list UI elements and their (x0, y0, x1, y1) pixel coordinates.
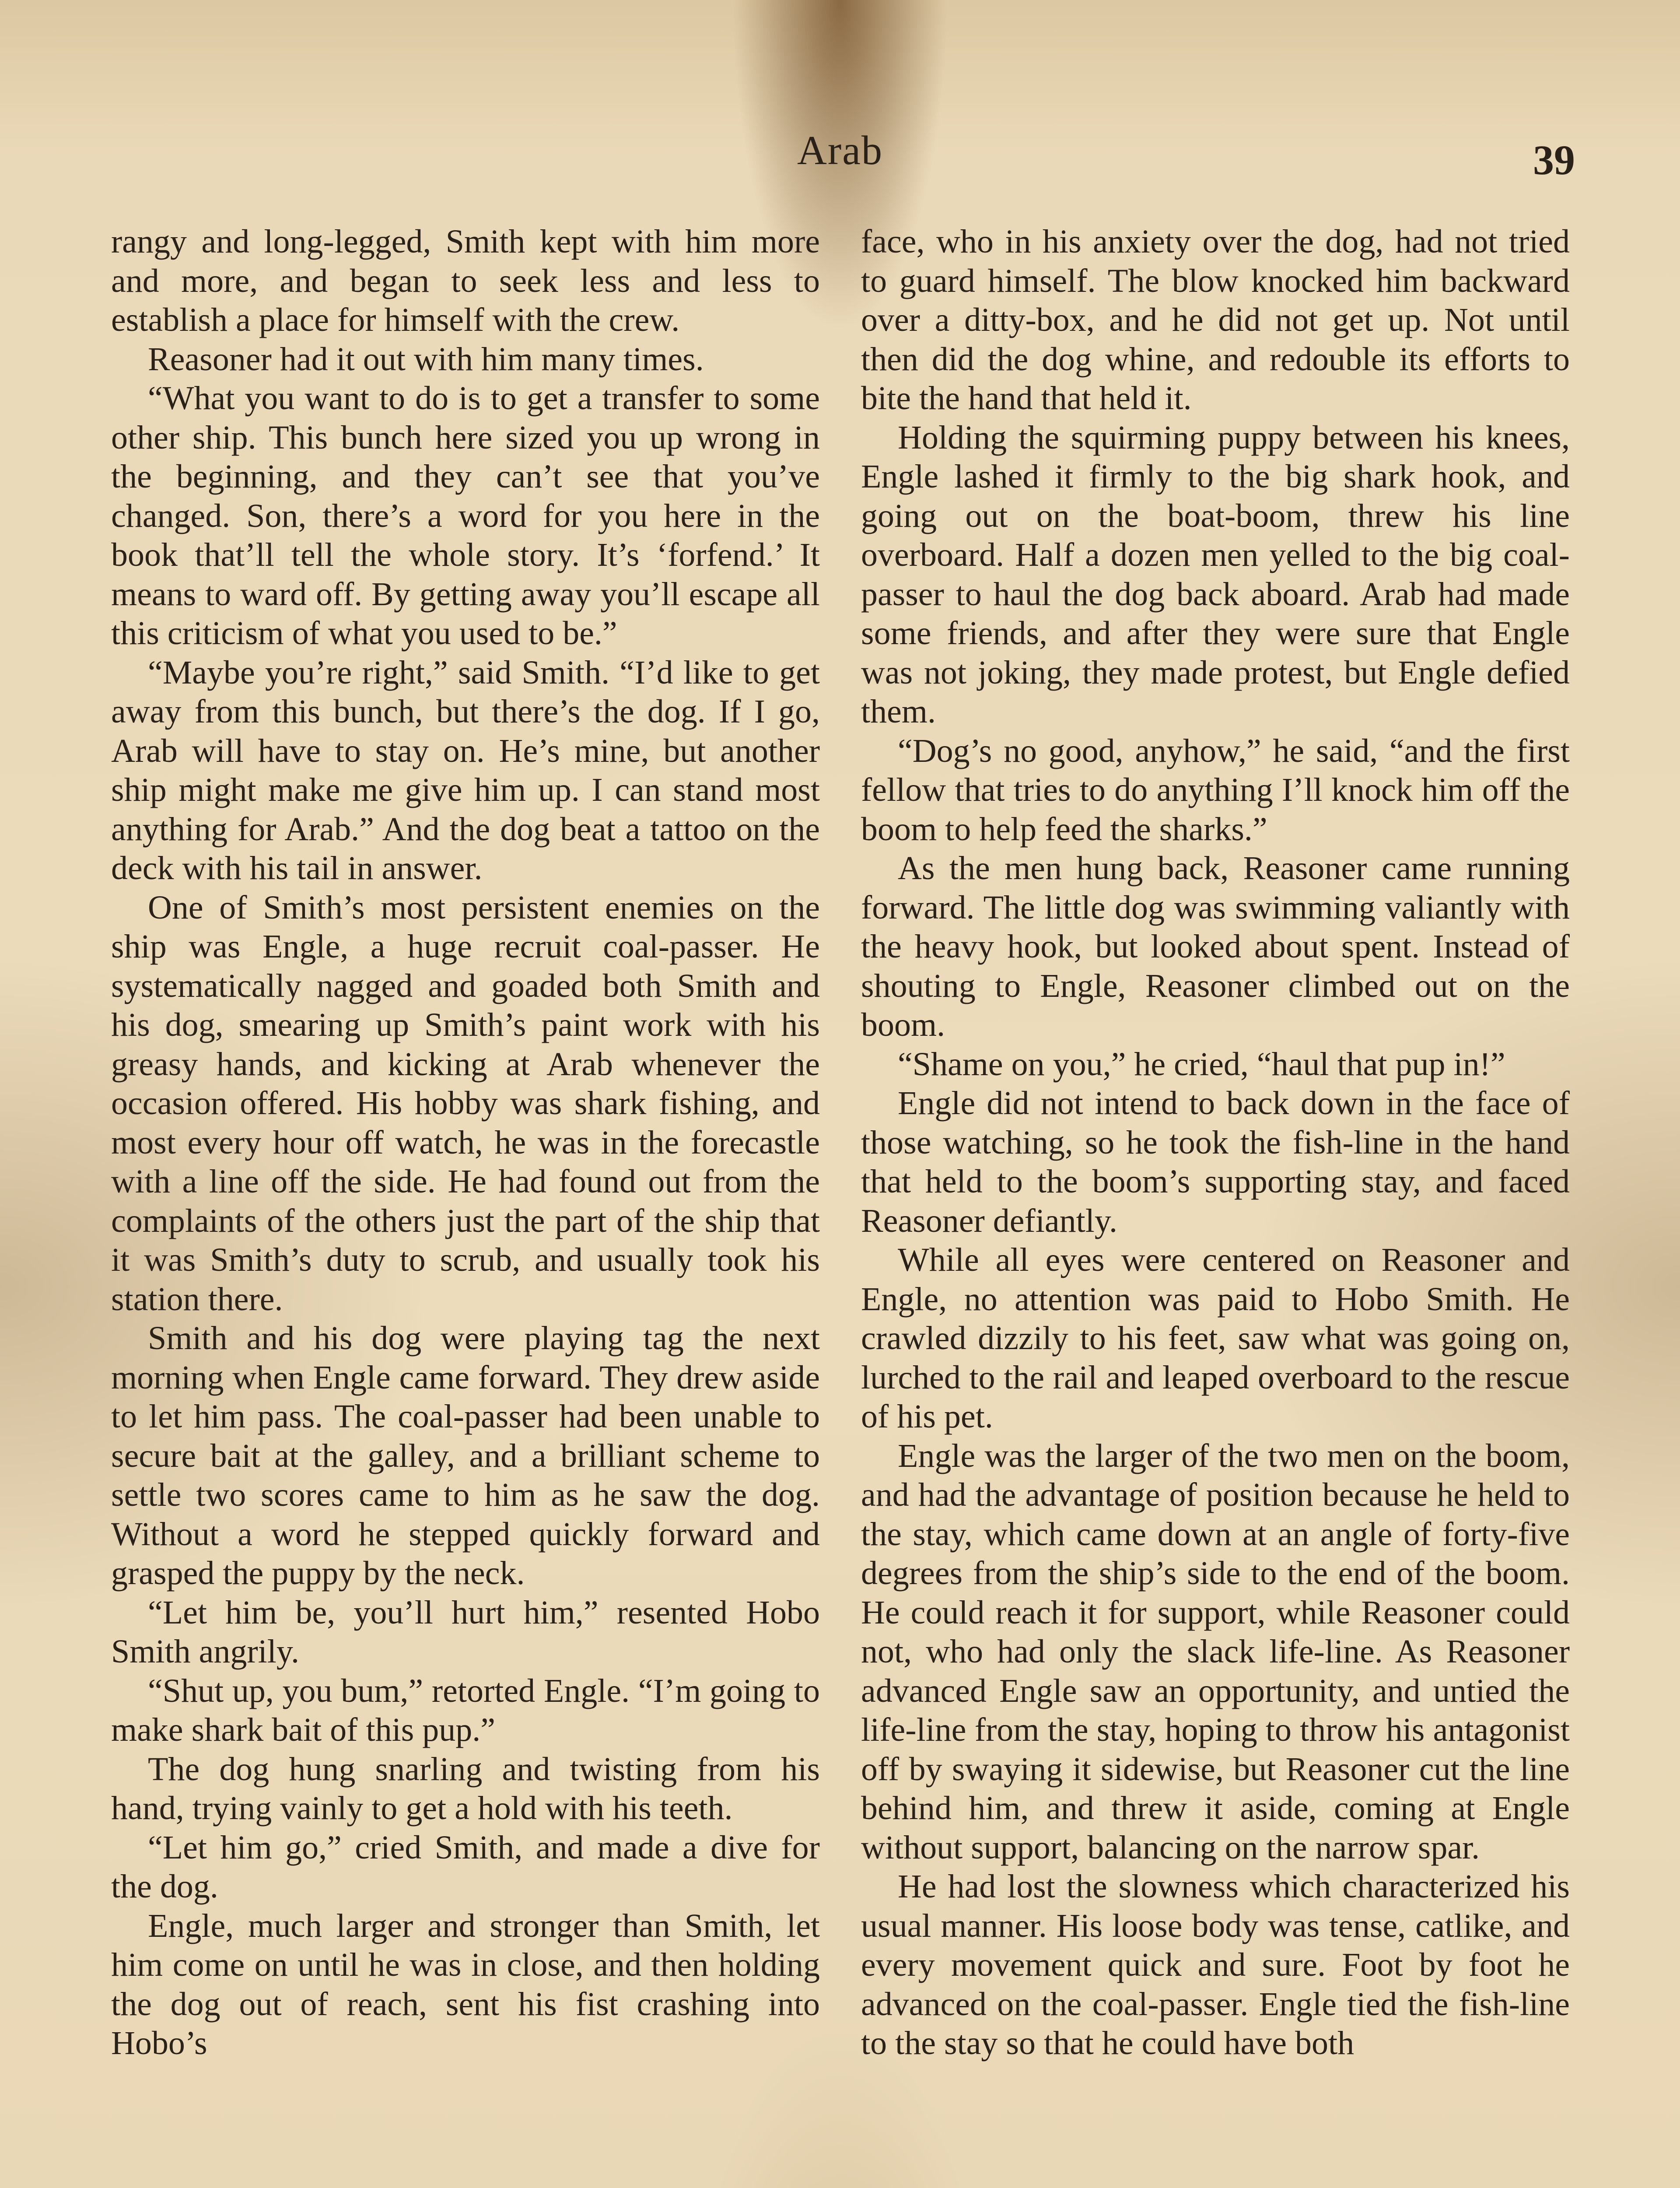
paragraph: face, who in his anxiety over the dog, had not tried to guard himself. The blow knocked him backward over a ditty-box, and he did not get up. Not until then did the dog whine, and redouble its efforts to bite the hand that held it. (861, 223, 1570, 417)
paragraph: Smith and his dog were playing tag the next morning when Engle came forward. They drew aside to let him pass. The coal-passer had been unable to secure bait at the galley, and a brilliant scheme to settle two scores came to him as he saw the dog. Without a word he stepped quickly forward and grasped the puppy by the neck. (111, 1320, 820, 1592)
running-title: Arab (797, 128, 883, 173)
paragraph: Holding the squirming puppy between his knees, Engle lashed it firmly to the big shark hook, and going out on the boat-boom, threw his line overboard. Half a dozen men yelled to the big coal-passer to haul the dog back aboard. Arab had made some friends, and after they were sure that Engle was not joking, they made protest, but Engle defied them. (861, 419, 1570, 730)
paragraph: He had lost the slowness which characterized his usual manner. His loose body was tense, catlike, and every movement quick and sure. Foot by foot he advanced on the coal-passer. Engle tied the fish-line to the stay so that he could have both (861, 1868, 1570, 2062)
paragraph: As the men hung back, Reasoner came running forward. The little dog was swimming valiantly with the heavy hook, but looked about spent. Instead of shouting to Engle, Reasoner climbed out on the boom. (861, 850, 1570, 1043)
paragraph: While all eyes were centered on Reasoner and Engle, no attention was paid to Hobo Smith. He crawled dizzily to his feet, saw what was going on, lurched to the rail and leaped overboard to the rescue of his pet. (861, 1241, 1570, 1435)
paragraph: “Let him go,” cried Smith, and made a dive for the dog. (111, 1829, 820, 1905)
right-column (861, 222, 1570, 2063)
paragraph: Engle was the larger of the two men on the boom, and had the advantage of position because he held to the stay, which came down at an angle of forty-five degrees from the ship’s side to the end of the boom. He could reach it for support, while Reasoner could not, who had only the slack life-line. As Reasoner advanced Engle saw an opportunity, and untied the life-line from the stay, hoping to throw his antagonist off by swaying it sidewise, but Reasoner cut the line behind him, and threw it aside, coming at Engle without support, balancing on the narrow spar. (861, 1437, 1570, 1866)
paragraph: The dog hung snarling and twisting from his hand, trying vainly to get a hold with his teeth. (111, 1750, 820, 1827)
page-number: 39 (1533, 137, 1575, 183)
paragraph: rangy and long-legged, Smith kept with him more and more, and began to seek less and less to establish a place for himself with the crew. (111, 223, 820, 338)
paragraph: “Dog’s no good, anyhow,” he said, “and the first fellow that tries to do anything I’ll knock him off the boom to help feed the sharks.” (861, 732, 1570, 848)
paragraph: One of Smith’s most persistent enemies on the ship was Engle, a huge recruit coal-passer. He systematically nagged and goaded both Smith and his dog, smearing up Smith’s paint work with his greasy hands, and kicking at Arab whenever the occasion offered. His hobby was shark fishing, and most every hour off watch, he was in the forecastle with a line off the side. He had found out from the complaints of the others just the part of the ship that it was Smith’s duty to scrub, and usually took his station there. (111, 889, 820, 1318)
paragraph: Engle, much larger and stronger than Smith, let him come on until he was in close, and then holding the dog out of reach, sent his fist crashing into Hobo’s (111, 1907, 820, 2062)
paragraph: “Maybe you’re right,” said Smith. “I’d like to get away from this bunch, but there’s the dog. If I go, Arab will have to stay on. He’s mine, but another ship might make me give him up. I can stand most anything for Arab.” And the dog beat a tattoo on the deck with his tail in answer. (111, 654, 820, 887)
paragraph: “Shut up, you bum,” retorted Engle. “I’m going to make shark bait of this pup.” (111, 1672, 820, 1748)
paragraph: “Let him be, you’ll hurt him,” resented Hobo Smith angrily. (111, 1594, 820, 1670)
paragraph: “What you want to do is to get a transfer to some other ship. This bunch here sized you up wrong in the beginning, and they can’t see that you’ve changed. Son, there’s a word for you here in the book that’ll tell the whole story. It’s ‘forfend.’ It means to ward off. By getting away you’ll escape all this criticism of what you used to be.” (111, 380, 820, 652)
paragraph: Engle did not intend to back down in the face of those watching, so he took the fish-line in the hand that held to the boom’s supporting stay, and faced Reasoner defiantly. (861, 1085, 1570, 1239)
paragraph: Reasoner had it out with him many times. (148, 340, 704, 378)
left-column (111, 222, 820, 2063)
paragraph: “Shame on you,” he cried, “haul that pup in!” (898, 1045, 1505, 1083)
page-header (0, 123, 1680, 193)
